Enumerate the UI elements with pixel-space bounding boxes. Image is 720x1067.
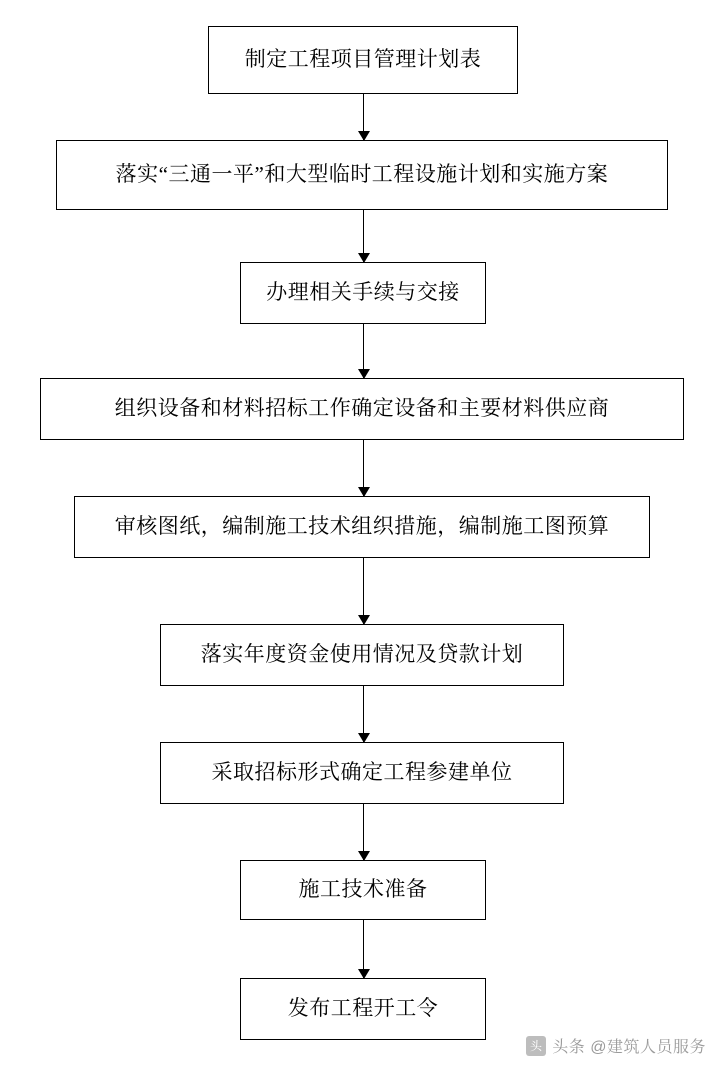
flow-node-8[interactable] [240,860,486,920]
flow-node-label: 落实“三通一平”和大型临时工程设施计划和实施方案 [115,162,609,187]
flow-node-label: 组织设备和材料招标工作确定设备和主要材料供应商 [114,396,610,421]
flow-node-4[interactable] [40,378,684,440]
flow-node-7[interactable] [160,742,564,804]
flow-node-label: 审核图纸，编制施工技术组织措施，编制施工图预算 [114,514,610,539]
flow-connector-1-2 [363,94,364,140]
flow-node-1[interactable] [208,26,518,94]
flow-connector-5-6 [363,558,364,624]
flow-node-9[interactable] [240,978,486,1040]
flow-connector-4-5 [363,440,364,496]
watermark [526,1034,706,1057]
flow-connector-7-8 [363,804,364,860]
flow-node-5[interactable] [74,496,650,558]
watermark-text: 头条 @建筑人员服务 [552,1039,706,1056]
flow-node-3[interactable] [240,262,486,324]
flow-node-label: 施工技术准备 [298,877,428,902]
flow-node-2[interactable] [56,140,668,210]
flow-node-6[interactable] [160,624,564,686]
toutiao-logo-icon: 头 [526,1036,546,1056]
flow-node-label: 办理相关手续与交接 [266,280,460,305]
flow-node-label: 采取招标形式确定工程参建单位 [211,760,513,785]
flow-connector-6-7 [363,686,364,742]
flow-connector-8-9 [363,920,364,978]
flow-connector-3-4 [363,324,364,378]
flow-node-label: 落实年度资金使用情况及贷款计划 [200,642,524,667]
flow-node-label: 制定工程项目管理计划表 [244,47,482,72]
flow-node-label: 发布工程开工令 [287,996,439,1021]
flow-connector-2-3 [363,210,364,262]
